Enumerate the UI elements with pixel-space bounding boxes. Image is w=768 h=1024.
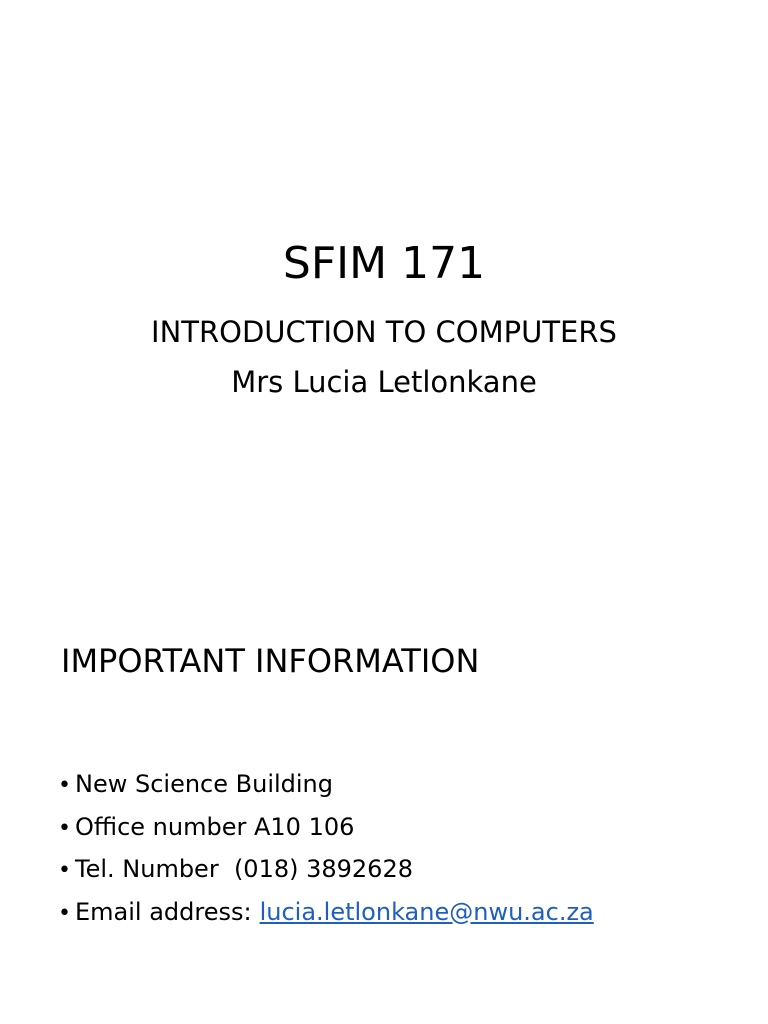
list-item-office — [58, 807, 594, 850]
email-link[interactable]: lucia.letlonkane@nwu.ac.za — [259, 897, 594, 926]
list-item-email — [58, 892, 594, 935]
slide-subtitle — [0, 307, 768, 407]
email-label: Email address: — [75, 897, 252, 926]
list-item-phone — [58, 849, 594, 892]
office-text: Office number A10 106 — [75, 812, 355, 841]
bullet-icon: • — [58, 858, 71, 883]
phone-text: Tel. Number (018) 3892628 — [75, 855, 413, 883]
lecturer-name: Mrs Lucia Letlonkane — [231, 365, 537, 399]
course-name: INTRODUCTION TO COMPUTERS — [151, 315, 617, 349]
list-item-building — [58, 764, 594, 807]
bullet-icon: • — [58, 815, 71, 841]
building-text: New Science Building — [75, 770, 333, 798]
slide-title: SFIM 171 — [282, 238, 486, 289]
section-heading: IMPORTANT INFORMATION — [61, 642, 480, 680]
info-list — [58, 764, 594, 934]
bullet-icon: • — [58, 773, 71, 798]
bullet-icon: • — [58, 900, 71, 926]
